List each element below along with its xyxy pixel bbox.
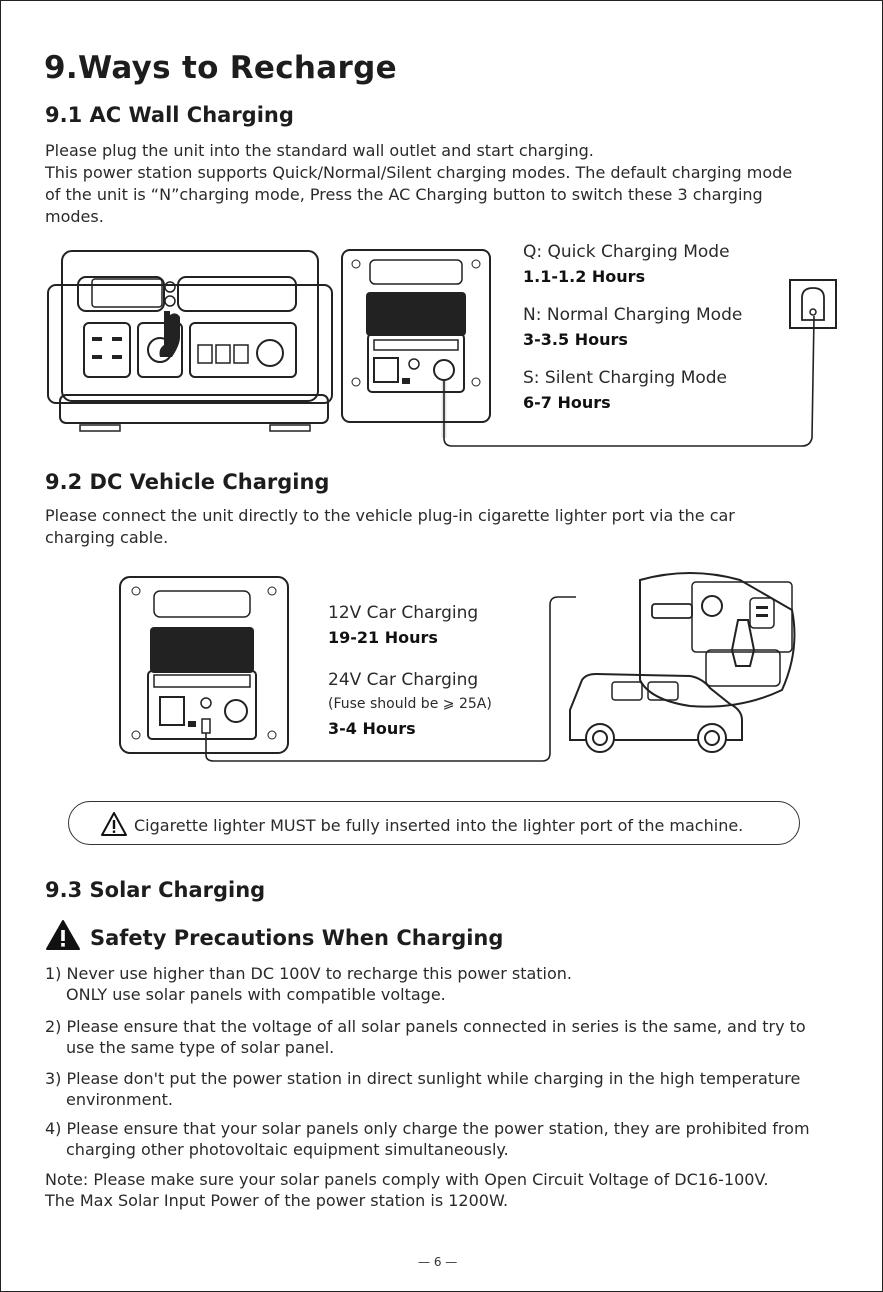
ac-para1: Please plug the unit into the standard wall outlet and start charging. — [45, 141, 594, 160]
list-item-3-line2: environment. — [66, 1090, 173, 1109]
solar-note-line2: The Max Solar Input Power of the power station is 1200W. — [45, 1191, 509, 1210]
list-item-1-line2: ONLY use solar panels with compatible voltage. — [66, 985, 446, 1004]
warning-text: Cigarette lighter MUST be fully inserted into the lighter port of the machine. — [134, 816, 744, 835]
mode-quick-hours: 1.1-1.2 Hours — [523, 267, 646, 286]
list-item-2-line1: 2) Please ensure that the voltage of all solar panels connected in series is the same, and try to — [45, 1017, 806, 1036]
warning-icon — [100, 811, 128, 837]
page-title: 9.Ways to Recharge — [44, 50, 397, 86]
list-item-3-line1: 3) Please don't put the power station in direct sunlight while charging in the high temperature — [45, 1069, 801, 1088]
dc-para-line2: charging cable. — [45, 528, 169, 547]
dc-heading: 9.2 DC Vehicle Charging — [45, 470, 330, 494]
solar-heading: 9.3 Solar Charging — [45, 878, 266, 902]
caution-icon — [46, 920, 80, 950]
ac-para2-line3: modes. — [45, 207, 104, 226]
mode-silent-hours: 6-7 Hours — [523, 393, 611, 412]
mode-normal-label: N: Normal Charging Mode — [523, 305, 743, 325]
dc-24v-label: 24V Car Charging — [328, 670, 479, 690]
page-number: — 6 — — [418, 1255, 458, 1269]
dc-24v-note: (Fuse should be ⩾ 25A) — [328, 696, 492, 712]
mode-quick-label: Q: Quick Charging Mode — [523, 242, 730, 262]
mode-normal-hours: 3-3.5 Hours — [523, 330, 628, 349]
dc-12v-hours: 19-21 Hours — [328, 628, 438, 647]
dc-24v-hours: 3-4 Hours — [328, 719, 416, 738]
ac-para2-line1: This power station supports Quick/Normal/Silent charging modes. The default charging mode — [45, 163, 793, 182]
safety-heading: Safety Precautions When Charging — [90, 926, 504, 950]
car-socket-illustration — [560, 570, 800, 760]
power-station-front-illustration — [40, 245, 340, 435]
list-item-4-line2: charging other photovoltaic equipment simultaneously. — [66, 1140, 509, 1159]
list-item-1-line1: 1) Never use higher than DC 100V to recharge this power station. — [45, 964, 572, 983]
ac-heading: 9.1 AC Wall Charging — [45, 103, 294, 127]
dc-para-line1: Please connect the unit directly to the vehicle plug-in cigarette lighter port via the car — [45, 506, 735, 525]
dc-12v-label: 12V Car Charging — [328, 603, 479, 623]
ac-para2-line2: of the unit is “N”charging mode, Press the AC Charging button to switch these 3 charging — [45, 185, 763, 204]
solar-note-line1: Note: Please make sure your solar panels comply with Open Circuit Voltage of DC16-100V. — [45, 1170, 769, 1189]
list-item-2-line2: use the same type of solar panel. — [66, 1038, 335, 1057]
list-item-4-line1: 4) Please ensure that your solar panels only charge the power station, they are prohibited from — [45, 1119, 810, 1138]
mode-silent-label: S: Silent Charging Mode — [523, 368, 728, 388]
